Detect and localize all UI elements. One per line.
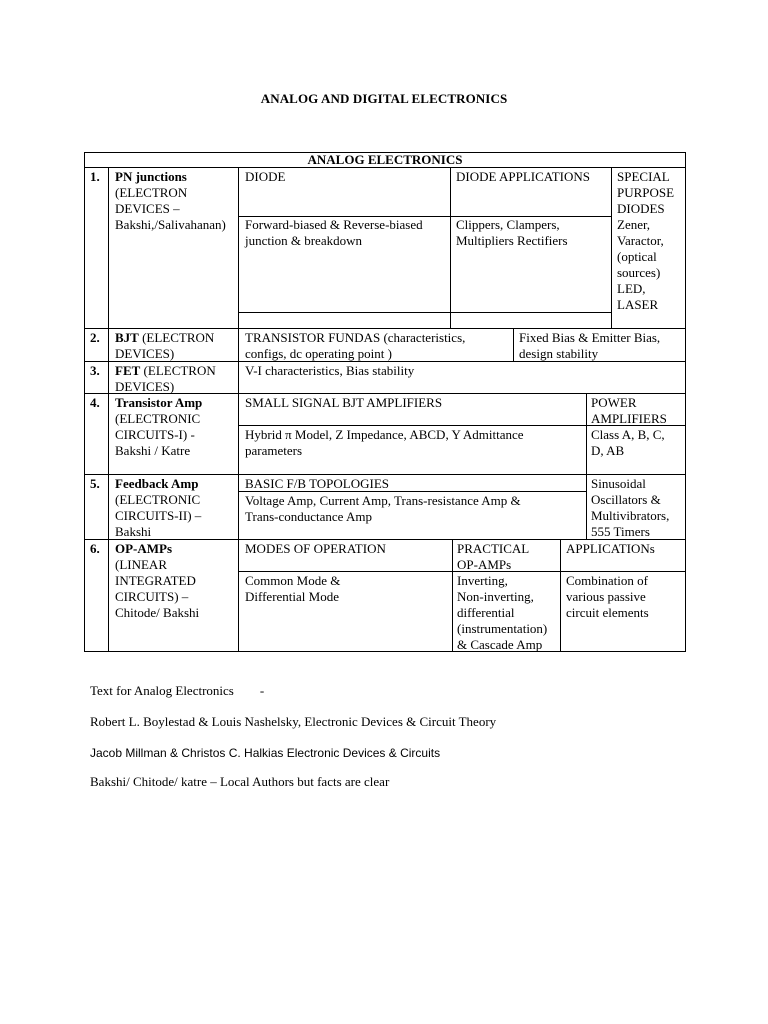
fb-topologies-heading: BASIC F/B TOPOLOGIES <box>245 476 389 491</box>
practical-opamps-body: Inverting, Non-inverting, differential (instrumentation) & Cascade Amp <box>457 573 548 652</box>
table-header: ANALOG ELECTRONICS <box>307 152 463 167</box>
col-divider-number <box>108 167 109 652</box>
reference-item: Robert L. Boylestad & Louis Nashelsky, Electronic Devices & Circuit Theory <box>90 714 497 729</box>
row-number: 6. <box>90 541 100 556</box>
small-signal-heading: SMALL SIGNAL BJT AMPLIFIERS <box>245 395 443 410</box>
diode-heading: DIODE <box>245 169 286 184</box>
references-heading: Text for Analog Electronics - <box>90 683 265 698</box>
row1-sub-divider <box>238 312 611 313</box>
small-signal-body: Hybrid π Model, Z Impedance, ABCD, Y Admittance parameters <box>245 427 524 458</box>
modes-body: Common Mode & Differential Mode <box>245 573 341 604</box>
table-border-right <box>685 152 686 652</box>
row-divider <box>84 474 686 475</box>
col-divider-subject <box>238 167 239 652</box>
practical-opamps-heading: PRACTICAL OP-AMPs <box>457 541 530 572</box>
row-divider <box>84 328 686 329</box>
special-purpose-diodes: SPECIAL PURPOSE DIODES Zener, Varactor, (optical sources) LED, LASER <box>617 169 675 312</box>
bias-topics: Fixed Bias & Emitter Bias, design stability <box>519 330 661 361</box>
table-border-bottom <box>84 651 686 652</box>
row-number: 1. <box>90 169 100 184</box>
table-border-left <box>84 152 85 652</box>
row-number: 5. <box>90 476 100 491</box>
reference-item: Bakshi/ Chitode/ katre – Local Authors but facts are clear <box>90 774 390 789</box>
power-amplifiers-body: Class A, B, C, D, AB <box>591 427 665 458</box>
row6-col-divider <box>452 539 453 652</box>
row1-col-divider <box>611 167 612 329</box>
fet-topics: V-I characteristics, Bias stability <box>245 363 415 378</box>
diode-applications-heading: DIODE APPLICATIONS <box>456 169 590 184</box>
diode-body: Forward-biased & Reverse-biased junction & breakdown <box>245 217 423 248</box>
applications-body: Combination of various passive circuit elements <box>566 573 649 620</box>
page-title: ANALOG AND DIGITAL ELECTRONICS <box>260 91 508 106</box>
fb-topologies-body: Voltage Amp, Current Amp, Trans-resistance Amp & Trans-conductance Amp <box>245 493 521 524</box>
row-subject: PN junctions (ELECTRON DEVICES – Bakshi,/Salivahanan) <box>115 169 226 232</box>
row-subject: BJT (ELECTRON DEVICES) <box>115 330 215 361</box>
row45-col-divider <box>586 393 587 540</box>
row1-col-divider <box>450 167 451 329</box>
row-subject: Transistor Amp (ELECTRONIC CIRCUITS-I) - Bakshi / Katre <box>115 395 203 458</box>
row-number: 2. <box>90 330 100 345</box>
modes-heading: MODES OF OPERATION <box>245 541 386 556</box>
row-subject: FET (ELECTRON DEVICES) <box>115 363 216 394</box>
row6-col-divider <box>560 539 561 652</box>
diode-applications-body: Clippers, Clampers, Multipliers Rectifiers <box>456 217 568 248</box>
power-amplifiers-heading: POWER AMPLIFIERS <box>591 395 667 426</box>
row-number: 4. <box>90 395 100 410</box>
applications-heading: APPLICATIONs <box>566 541 655 556</box>
row-subject: Feedback Amp (ELECTRONIC CIRCUITS-II) – Bakshi <box>115 476 202 539</box>
row-number: 3. <box>90 363 100 378</box>
row-subject: OP-AMPs (LINEAR INTEGRATED CIRCUITS) – Chitode/ Bakshi <box>115 541 200 620</box>
oscillators-topics: Sinusoidal Oscillators & Multivibrators, 555 Timers <box>591 476 670 539</box>
reference-item: Jacob Millman & Christos C. Halkias Electronic Devices & Circuits <box>90 746 441 760</box>
transistor-fundas: TRANSISTOR FUNDAS (characteristics, configs, dc operating point ) <box>245 330 466 361</box>
row2-col-divider <box>513 328 514 362</box>
